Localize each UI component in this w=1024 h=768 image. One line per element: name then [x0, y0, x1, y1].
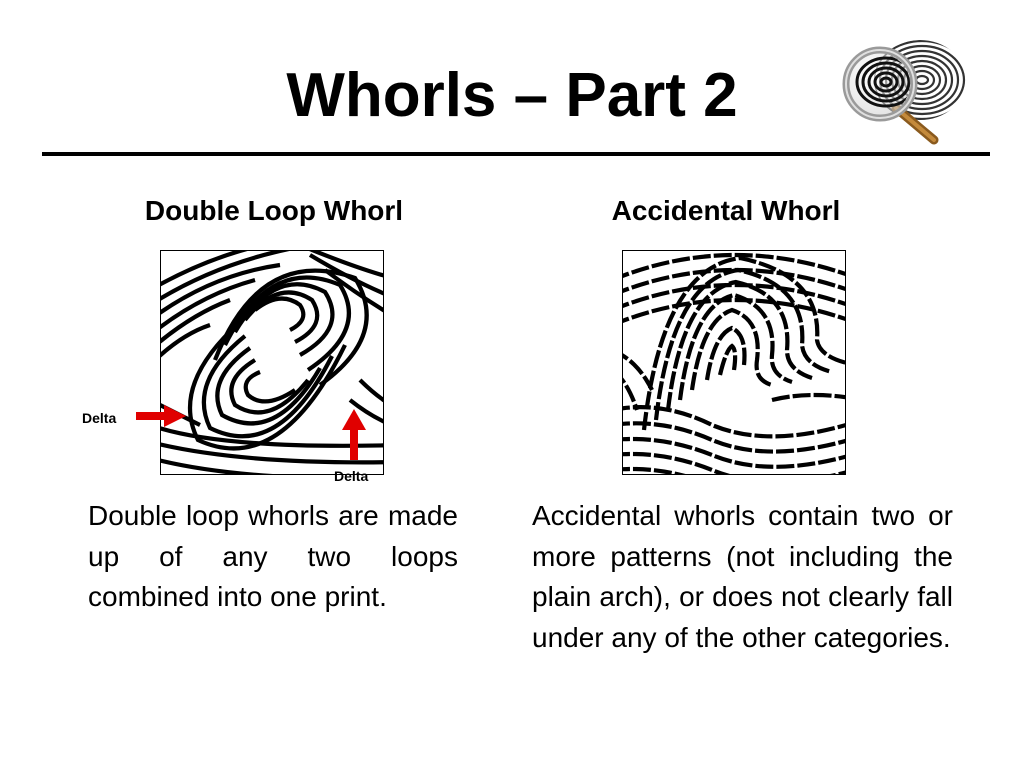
fingerprint-magnifier-icon: [838, 30, 968, 150]
delta-label-left: Delta: [82, 410, 117, 426]
accidental-description: Accidental whorls contain two or more patterns (not including the plain arch), or does not clearly fall under any of the other categories.: [532, 500, 953, 653]
double-loop-heading: Double Loop Whorl: [144, 195, 404, 226]
delta-arrow-up-icon: [341, 408, 367, 460]
accidental-fingerprint-image: [622, 250, 846, 475]
accidental-heading: Accidental Whorl: [611, 195, 841, 226]
slide-title: Whorls – Part 2: [286, 61, 738, 130]
title-divider: [42, 152, 990, 156]
double-loop-description: Double loop whorls are made up of any two loops combined into one print.: [88, 500, 458, 612]
delta-label-bottom: Delta: [334, 468, 369, 484]
delta-arrow-right-icon: [136, 403, 188, 429]
